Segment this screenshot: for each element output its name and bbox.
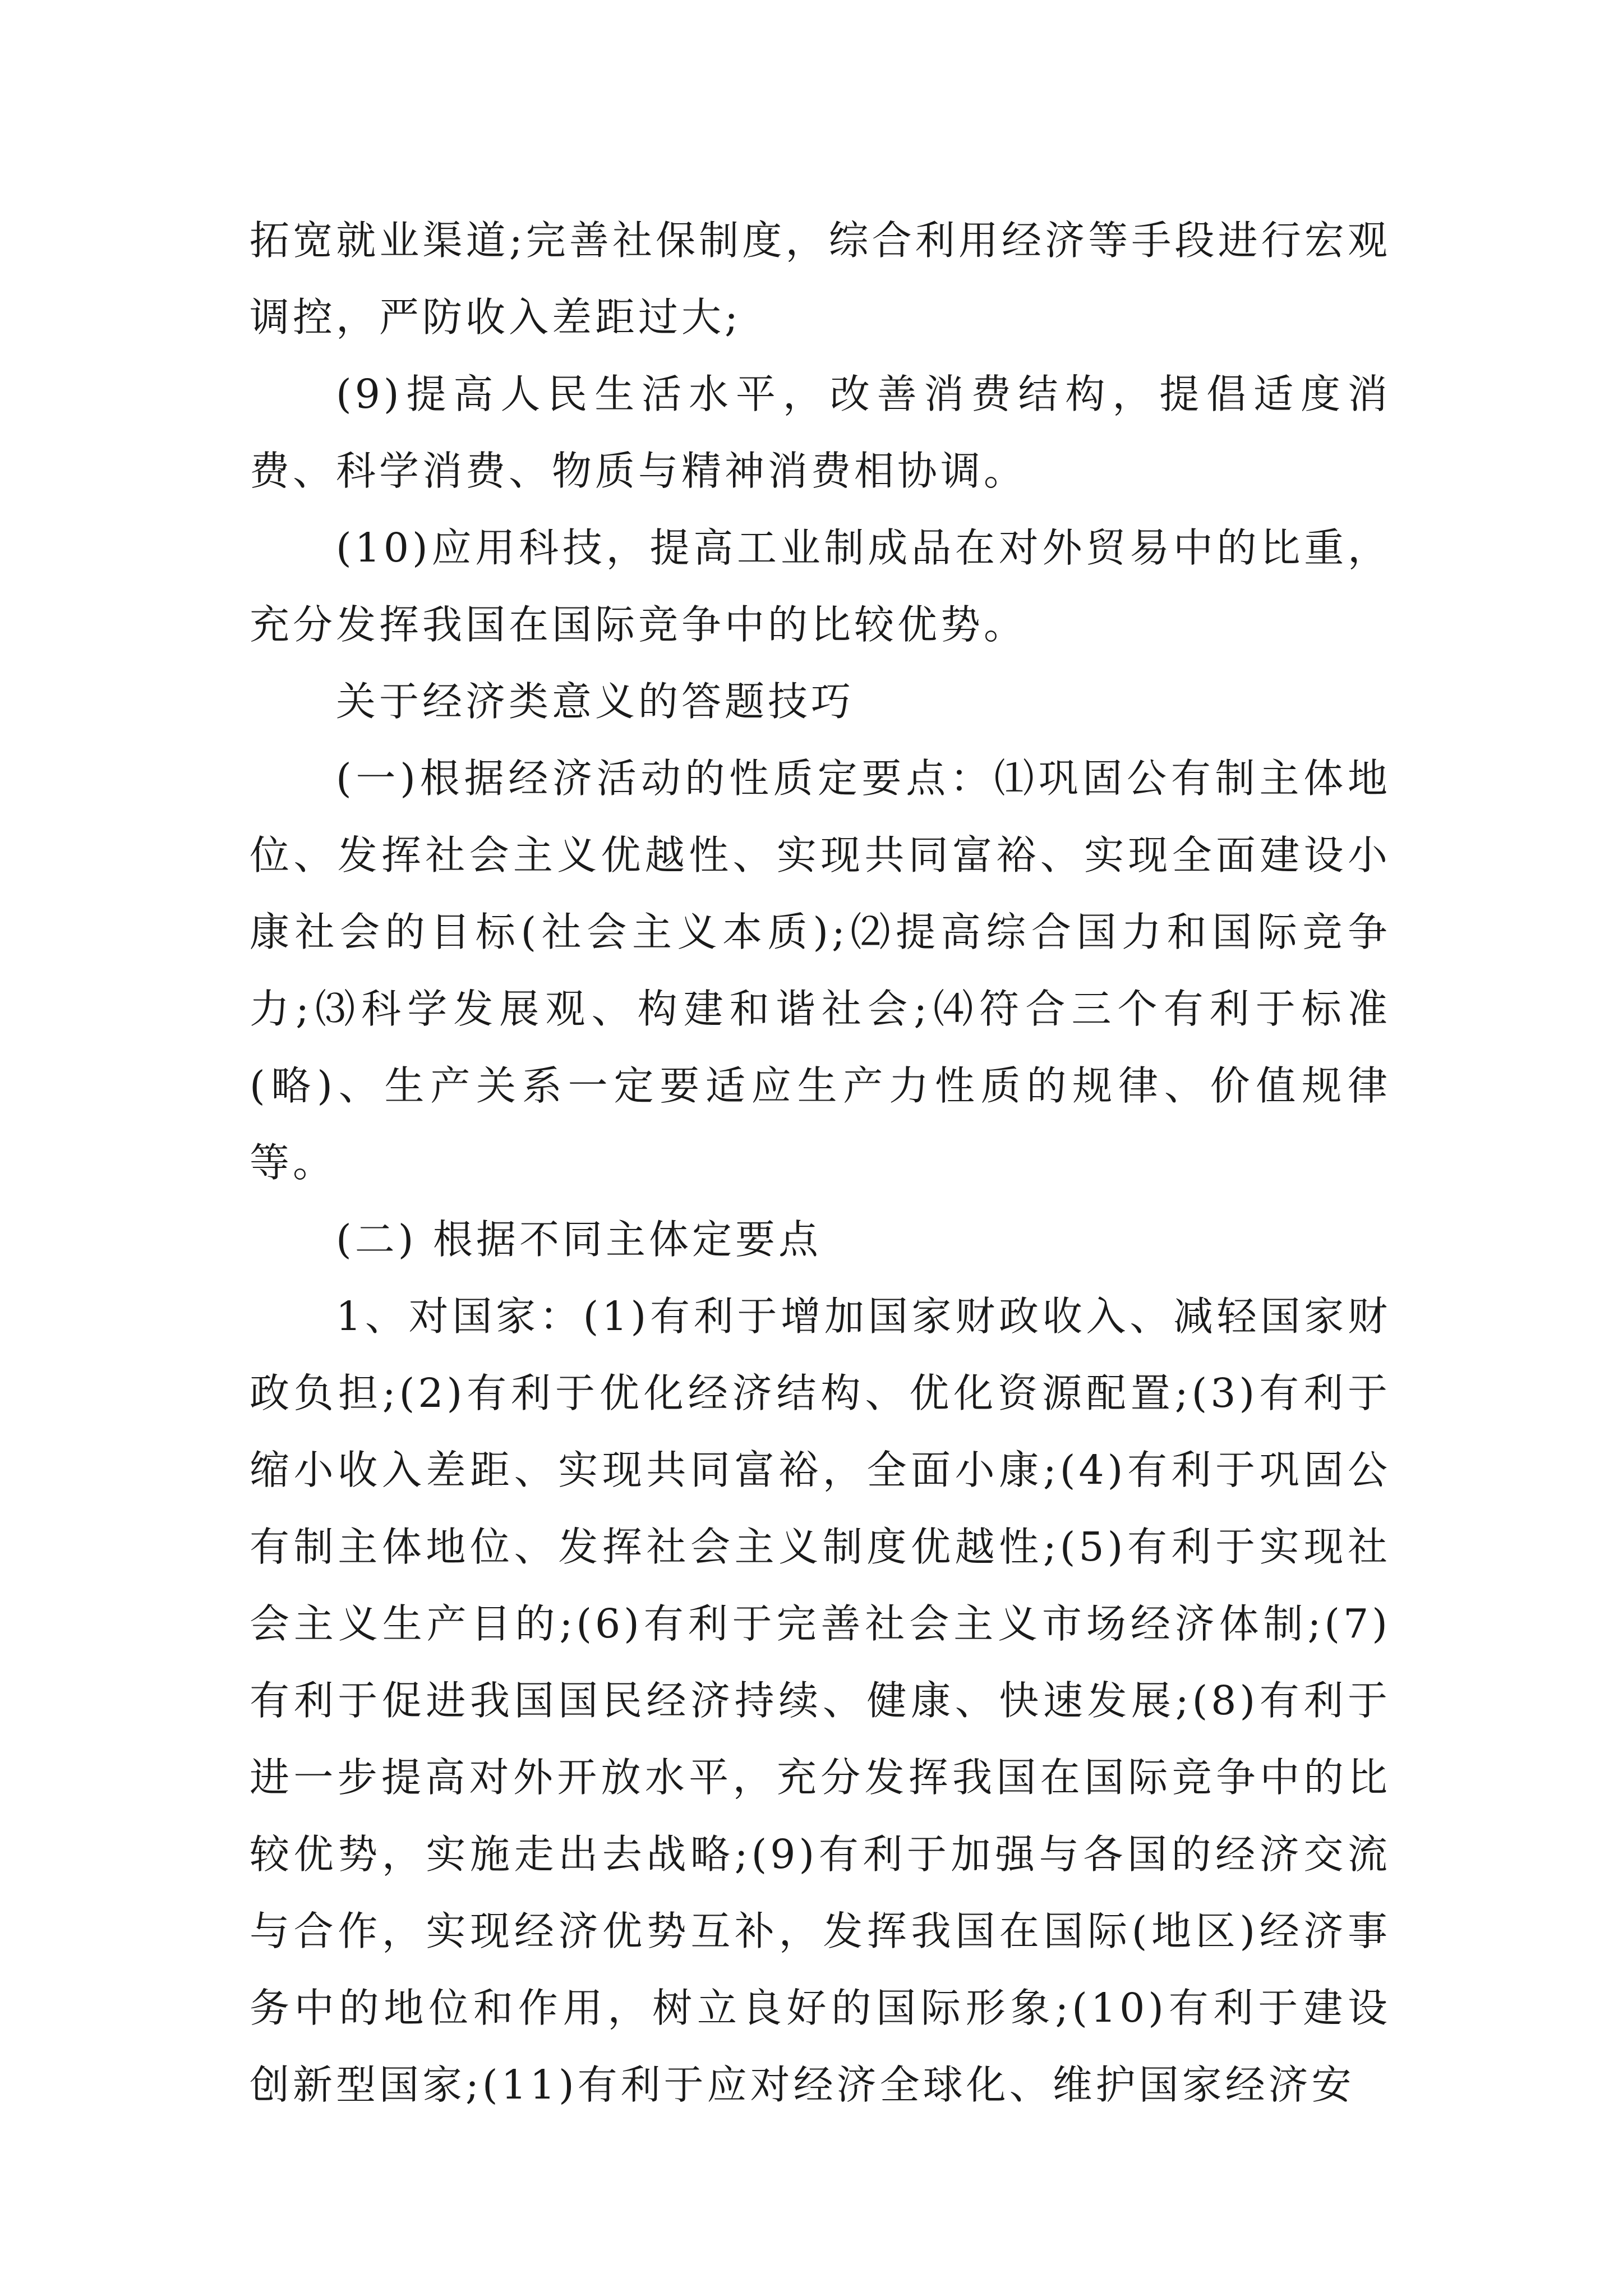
paragraph: (10)应用科技，提高工业制成品在对外贸易中的比重，充分发挥我国在国际竞争中的比较优势。 [250, 524, 1391, 648]
paragraph: 1、对国家：(1)有利于增加国家财政收入、减轻国家财政负担;(2)有利于优化经济结构、优化资源配置;(3)有利于缩小收入差距、实现共同富裕，全面小康;(4)有利于巩固公有制主体地位、发挥社会主义制度优越性;(5)有利于实现社会主义生产目的;(6)有利于完善社会主义市场经济体制;(7)有利于促进我国国民经济持续、健康、快速发展;(8)有利于进一步提高对外开放水平，充分发挥我国在国际竞争中的比较优势，实施走出去战略;(9)有利于加强与各国的经济交流与合作，实现经济优势互补，发挥我国在国际(地区)经济事务中的地位和作用，树立良好的国际形象;(10)有利于建设创新型国家;(11)有利于应对经济全球化、维护国家经济安 [250, 1293, 1391, 2108]
section-heading: 关于经济类意义的答题技巧 [336, 678, 855, 725]
paragraph: (9)提高人民生活水平，改善消费结构，提倡适度消费、科学消费、物质与精神消费相协调。 [250, 371, 1391, 494]
subsection-heading: (二) 根据不同主体定要点 [336, 1216, 822, 1263]
paragraph: 拓宽就业渠道;完善社保制度，综合利用经济等手段进行宏观调控，严防收入差距过大; [250, 217, 1391, 341]
body-text [250, 202, 1391, 2123]
paragraph: (一)根据经济活动的性质定要点：⑴巩固公有制主体地位、发挥社会主义优越性、实现共同富裕、实现全面建设小康社会的目标(社会主义本质);⑵提高综合国力和国际竞争力;⑶科学发展观、构建和谐社会;⑷符合三个有利于标准(略)、生产关系一定要适应生产力性质的规律、价值规律等。 [250, 755, 1391, 1186]
